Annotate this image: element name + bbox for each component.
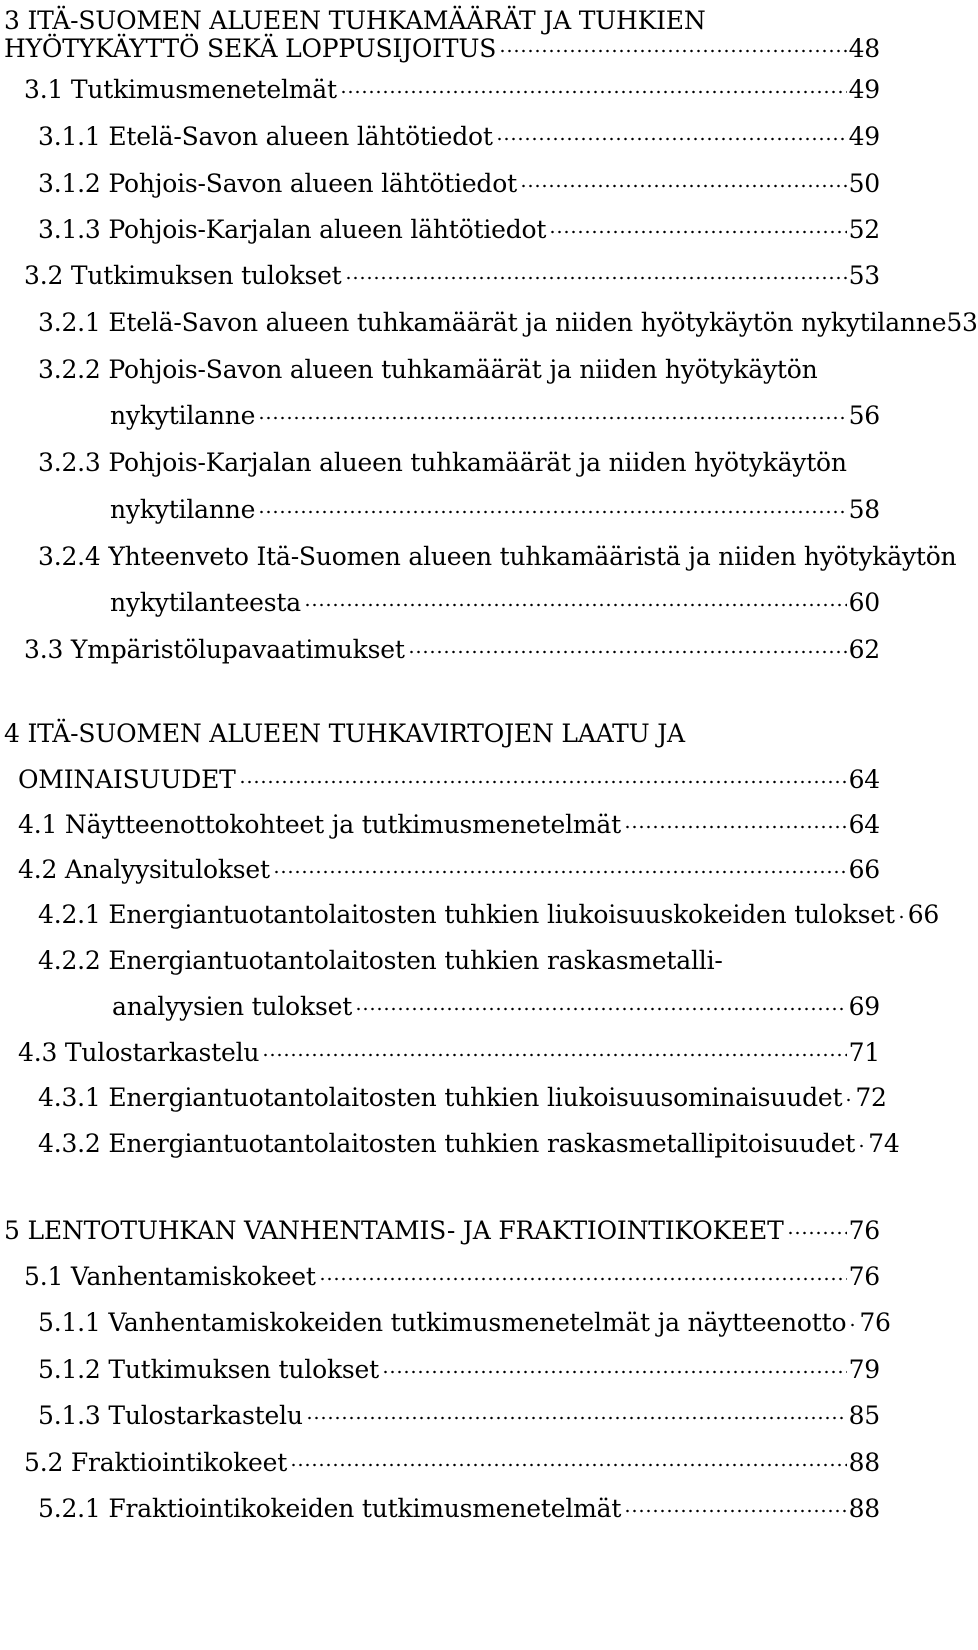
dot-leader [319, 1277, 847, 1281]
toc-entry-title: 4.3.2 Energiantuotantolaitosten tuhkien raskasmetallipitoisuudet [38, 1129, 856, 1158]
toc-page-number: 88 [848, 1494, 880, 1523]
toc-page-number: 48 [848, 34, 880, 63]
toc-entry-title: 4.2 Analyysitulokset [18, 855, 270, 884]
toc-page-number: 79 [848, 1355, 880, 1384]
toc-page-number: 72 [855, 1083, 887, 1112]
toc-entry-3-1[interactable] [24, 70, 880, 110]
toc-entry-4-2-1[interactable] [38, 895, 940, 935]
toc-page-number: 71 [848, 1038, 880, 1067]
toc-entry-title: analyysien tulokset [112, 992, 353, 1021]
toc-page-number: 52 [848, 215, 880, 244]
toc-page-number: 58 [848, 495, 880, 524]
toc-entry-chapter-5[interactable] [4, 1211, 880, 1251]
toc-entry-title: 3.2.1 Etelä-Savon alueen tuhkamäärät ja niiden hyötykäytön nykytilanne [38, 308, 947, 337]
toc-page-number: 53 [946, 308, 978, 337]
toc-page-number: 53 [848, 261, 880, 290]
toc-entry-title: 4.3 Tulostarkastelu [18, 1038, 260, 1067]
dot-leader [340, 90, 847, 94]
toc-page-number: 76 [848, 1262, 880, 1291]
toc-entry-4-2-2-heading [38, 941, 723, 981]
toc-page-number: 60 [848, 588, 880, 617]
dot-leader [499, 49, 846, 53]
toc-page-number: 85 [848, 1401, 880, 1430]
toc-entry-title: 5.1.1 Vanhentamiskokeiden tutkimusmenetelmät ja näytteenotto [38, 1308, 847, 1337]
toc-entry-5-2-1[interactable] [38, 1489, 880, 1529]
dot-leader [520, 184, 847, 188]
toc-page-number: 69 [848, 992, 880, 1021]
dot-leader [858, 1144, 866, 1148]
toc-page-number: 64 [848, 810, 880, 839]
toc-entry-title: 3.1.2 Pohjois-Savon alueen lähtötiedot [38, 169, 517, 198]
toc-page-number: 76 [848, 1216, 880, 1245]
dot-leader [845, 1098, 853, 1102]
dot-leader [549, 230, 846, 234]
toc-page-number: 88 [848, 1448, 880, 1477]
toc-entry-title: 5.2.1 Fraktiointikokeiden tutkimusmenetelmät [38, 1494, 622, 1523]
toc-entry-chapter-4[interactable] [18, 760, 880, 800]
dot-leader [355, 1007, 847, 1011]
toc-entry-3-2-4-heading [38, 537, 956, 577]
toc-entry-3-2-2[interactable] [110, 396, 880, 436]
dot-leader [849, 1323, 857, 1327]
toc-entry-title: 3.1 Tutkimusmenetelmät [24, 75, 337, 104]
toc-entry-title: 4.3.1 Energiantuotantolaitosten tuhkien liukoisuusominaisuudet [38, 1083, 843, 1112]
toc-entry-title: 5.1.2 Tutkimuksen tulokset [38, 1355, 379, 1384]
toc-entry-title: 4.2.2 Energiantuotantolaitosten tuhkien raskasmetalli- [38, 946, 723, 975]
dot-leader [624, 1509, 846, 1513]
toc-entry-title: 3 ITÄ-SUOMEN ALUEEN TUHKAMÄÄRÄT JA TUHKIEN [4, 6, 706, 35]
toc-entry-title: 4.2.1 Energiantuotantolaitosten tuhkien liukoisuuskokeiden tulokset [38, 900, 895, 929]
toc-entry-title: 4.1 Näytteenottokohteet ja tutkimusmenetelmät [18, 810, 621, 839]
dot-leader [496, 137, 847, 141]
toc-entry-title: 3.1.1 Etelä-Savon alueen lähtötiedot [38, 122, 493, 151]
toc-entry-5-1[interactable] [24, 1257, 880, 1297]
dot-leader [262, 1053, 846, 1057]
toc-page-number: 66 [848, 855, 880, 884]
toc-entry-5-1-1[interactable] [38, 1303, 891, 1343]
toc-page-number: 62 [848, 635, 880, 664]
toc-page-number: 50 [848, 169, 880, 198]
toc-entry-3-2-3[interactable] [110, 490, 880, 530]
toc-entry-title: 3.2 Tutkimuksen tulokset [24, 261, 342, 290]
toc-page-number: 66 [907, 900, 940, 929]
toc-entry-4-3[interactable] [18, 1033, 880, 1073]
toc-entry-title: 3.2.4 Yhteenveto Itä-Suomen alueen tuhkamääristä ja niiden hyötykäytön [38, 542, 957, 571]
toc-entry-title: nykytilanne [110, 401, 256, 430]
dot-leader [239, 780, 847, 784]
toc-entry-title: OMINAISUUDET [18, 765, 236, 794]
toc-entry-4-2[interactable] [18, 850, 880, 890]
toc-entry-5-2[interactable] [24, 1443, 880, 1483]
dot-leader [258, 510, 846, 514]
toc-entry-title: 4 ITÄ-SUOMEN ALUEEN TUHKAVIRTOJEN LAATU JA [4, 719, 685, 748]
toc-entry-title: 5 LENTOTUHKAN VANHENTAMIS- JA FRAKTIOINTIKOKEET [4, 1216, 784, 1245]
dot-leader [345, 276, 847, 280]
toc-entry-3-2[interactable] [24, 256, 880, 296]
toc-entry-4-1[interactable] [18, 805, 880, 845]
dot-leader [258, 416, 846, 420]
toc-page-number: 49 [848, 122, 880, 151]
toc-entry-4-2-2[interactable] [112, 987, 880, 1027]
dot-leader [787, 1231, 847, 1235]
toc-entry-3-3[interactable] [24, 630, 880, 670]
dot-leader [624, 825, 847, 829]
toc-entry-title: 3.2.3 Pohjois-Karjalan alueen tuhkamäärät ja niiden hyötykäytön [38, 448, 847, 477]
toc-entry-5-1-3[interactable] [38, 1396, 880, 1436]
toc-page-number: 76 [859, 1308, 891, 1337]
dot-leader [304, 603, 847, 607]
dot-leader [306, 1416, 847, 1420]
toc-page-number: 64 [848, 765, 880, 794]
toc-entry-title: 3.1.3 Pohjois-Karjalan alueen lähtötiedot [38, 215, 547, 244]
toc-entry-title: 3.2.2 Pohjois-Savon alueen tuhkamäärät ja niiden hyötykäytön [38, 355, 818, 384]
toc-entry-4-3-1[interactable] [38, 1078, 887, 1118]
toc-page-number: 74 [868, 1129, 900, 1158]
toc-entry-title: 5.2 Fraktiointikokeet [24, 1448, 288, 1477]
toc-entry-3-1-3[interactable] [38, 210, 880, 250]
dot-leader [408, 650, 847, 654]
dot-leader [290, 1463, 847, 1467]
toc-page-number: 56 [848, 401, 880, 430]
toc-page-number: 49 [848, 75, 880, 104]
toc-entry-title: nykytilanne [110, 495, 256, 524]
toc-entry-3-2-3-heading [38, 443, 847, 483]
toc-entry-4-3-2[interactable] [38, 1124, 900, 1164]
toc-entry-3-2-1[interactable] [38, 303, 978, 343]
dot-leader [273, 870, 847, 874]
toc-entry-3-1-2[interactable] [38, 164, 880, 204]
toc-entry-title: 5.1.3 Tulostarkastelu [38, 1401, 303, 1430]
dot-leader [898, 915, 906, 919]
toc-chapter-4-heading [4, 714, 685, 754]
toc-entry-title: 5.1 Vanhentamiskokeet [24, 1262, 316, 1291]
toc-entry-3-2-4[interactable] [110, 583, 880, 623]
toc-entry-title: 3.3 Ympäristölupavaatimukset [24, 635, 405, 664]
toc-entry-3-1-1[interactable] [38, 117, 880, 157]
toc-entry-3-2-2-heading [38, 350, 818, 390]
toc-entry-chapter-3[interactable] [4, 29, 880, 69]
toc-entry-title: nykytilanteesta [110, 588, 301, 617]
toc-entry-5-1-2[interactable] [38, 1350, 880, 1390]
toc-entry-title: HYÖTYKÄYTTÖ SEKÄ LOPPUSIJOITUS [4, 34, 497, 63]
dot-leader [382, 1370, 847, 1374]
